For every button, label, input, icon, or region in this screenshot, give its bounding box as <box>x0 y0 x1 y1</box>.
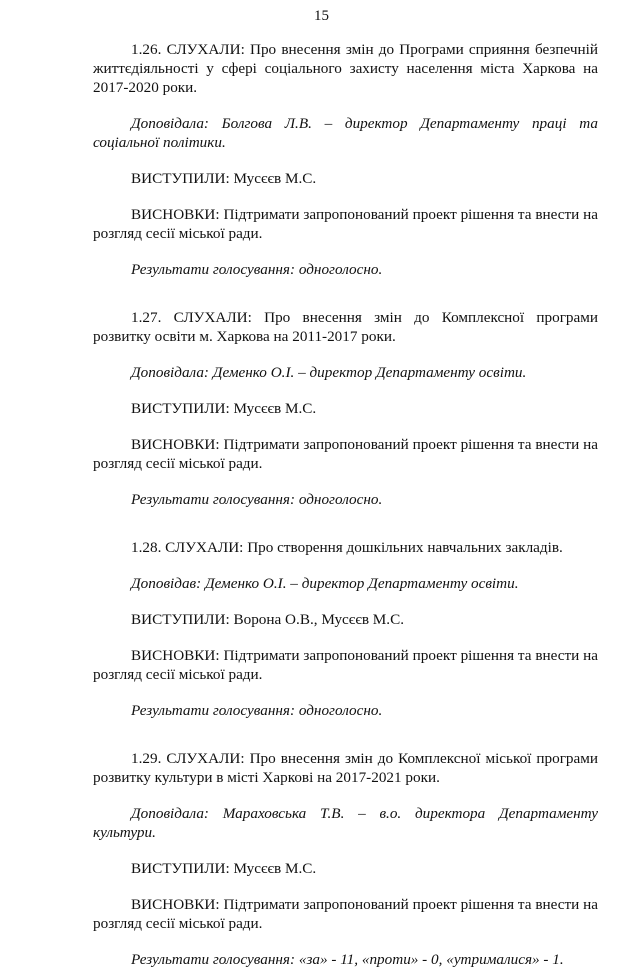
speakers-paragraph: ВИСТУПИЛИ: Мусєєв М.С. <box>131 400 317 417</box>
conclusion-paragraph: ВИСНОВКИ: Підтримати запропонований проект рішення та внести на розгляд сесії міської ради. <box>93 896 598 932</box>
speakers-paragraph: ВИСТУПИЛИ: Ворона О.В., Мусєєв М.С. <box>131 611 405 628</box>
heard-paragraph: 1.28. СЛУХАЛИ: Про створення дошкільних навчальних закладів. <box>131 539 563 556</box>
conclusion-paragraph: ВИСНОВКИ: Підтримати запропонований проект рішення та внести на розгляд сесії міської ради. <box>93 436 598 472</box>
conclusion-paragraph: ВИСНОВКИ: Підтримати запропонований проект рішення та внести на розгляд сесії міської ради. <box>93 647 598 683</box>
reporter-paragraph: Доповідала: Деменко О.І. – директор Департаменту освіти. <box>131 364 527 381</box>
reporter-paragraph: Доповідав: Деменко О.І. – директор Департаменту освіти. <box>131 575 519 592</box>
speakers-paragraph: ВИСТУПИЛИ: Мусєєв М.С. <box>131 860 317 877</box>
conclusion-paragraph: ВИСНОВКИ: Підтримати запропонований проект рішення та внести на розгляд сесії міської ради. <box>93 206 598 242</box>
agenda-item <box>93 749 598 969</box>
agenda-item <box>93 538 598 720</box>
heard-paragraph: 1.26. СЛУХАЛИ: Про внесення змін до Програми сприяння безпечній життєдіяльності у сфері соціального захисту населення міста Харкова на 2017-2020 роки. <box>93 41 598 96</box>
vote-result: Результати голосування: одноголосно. <box>131 702 383 719</box>
page-number: 15 <box>314 8 329 24</box>
agenda-item <box>93 40 598 279</box>
reporter-paragraph: Доповідала: Мараховська Т.В. – в.о. директора Департаменту культури. <box>93 805 598 841</box>
heard-paragraph: 1.29. СЛУХАЛИ: Про внесення змін до Комплексної міської програми розвитку культури в місті Харкові на 2017-2021 роки. <box>93 750 598 786</box>
document-body <box>93 40 598 969</box>
vote-result: Результати голосування: «за» - 11, «проти» - 0, «утрималися» - 1. <box>131 951 564 968</box>
heard-paragraph: 1.27. СЛУХАЛИ: Про внесення змін до Комплексної програми розвитку освіти м. Харкова на 2011-2017 роки. <box>93 309 598 345</box>
speakers-paragraph: ВИСТУПИЛИ: Мусєєв М.С. <box>131 170 317 187</box>
agenda-item <box>93 308 598 509</box>
vote-result: Результати голосування: одноголосно. <box>131 491 383 508</box>
reporter-paragraph: Доповідала: Болгова Л.В. – директор Департаменту праці та соціальної політики. <box>93 115 598 151</box>
vote-result: Результати голосування: одноголосно. <box>131 261 383 278</box>
